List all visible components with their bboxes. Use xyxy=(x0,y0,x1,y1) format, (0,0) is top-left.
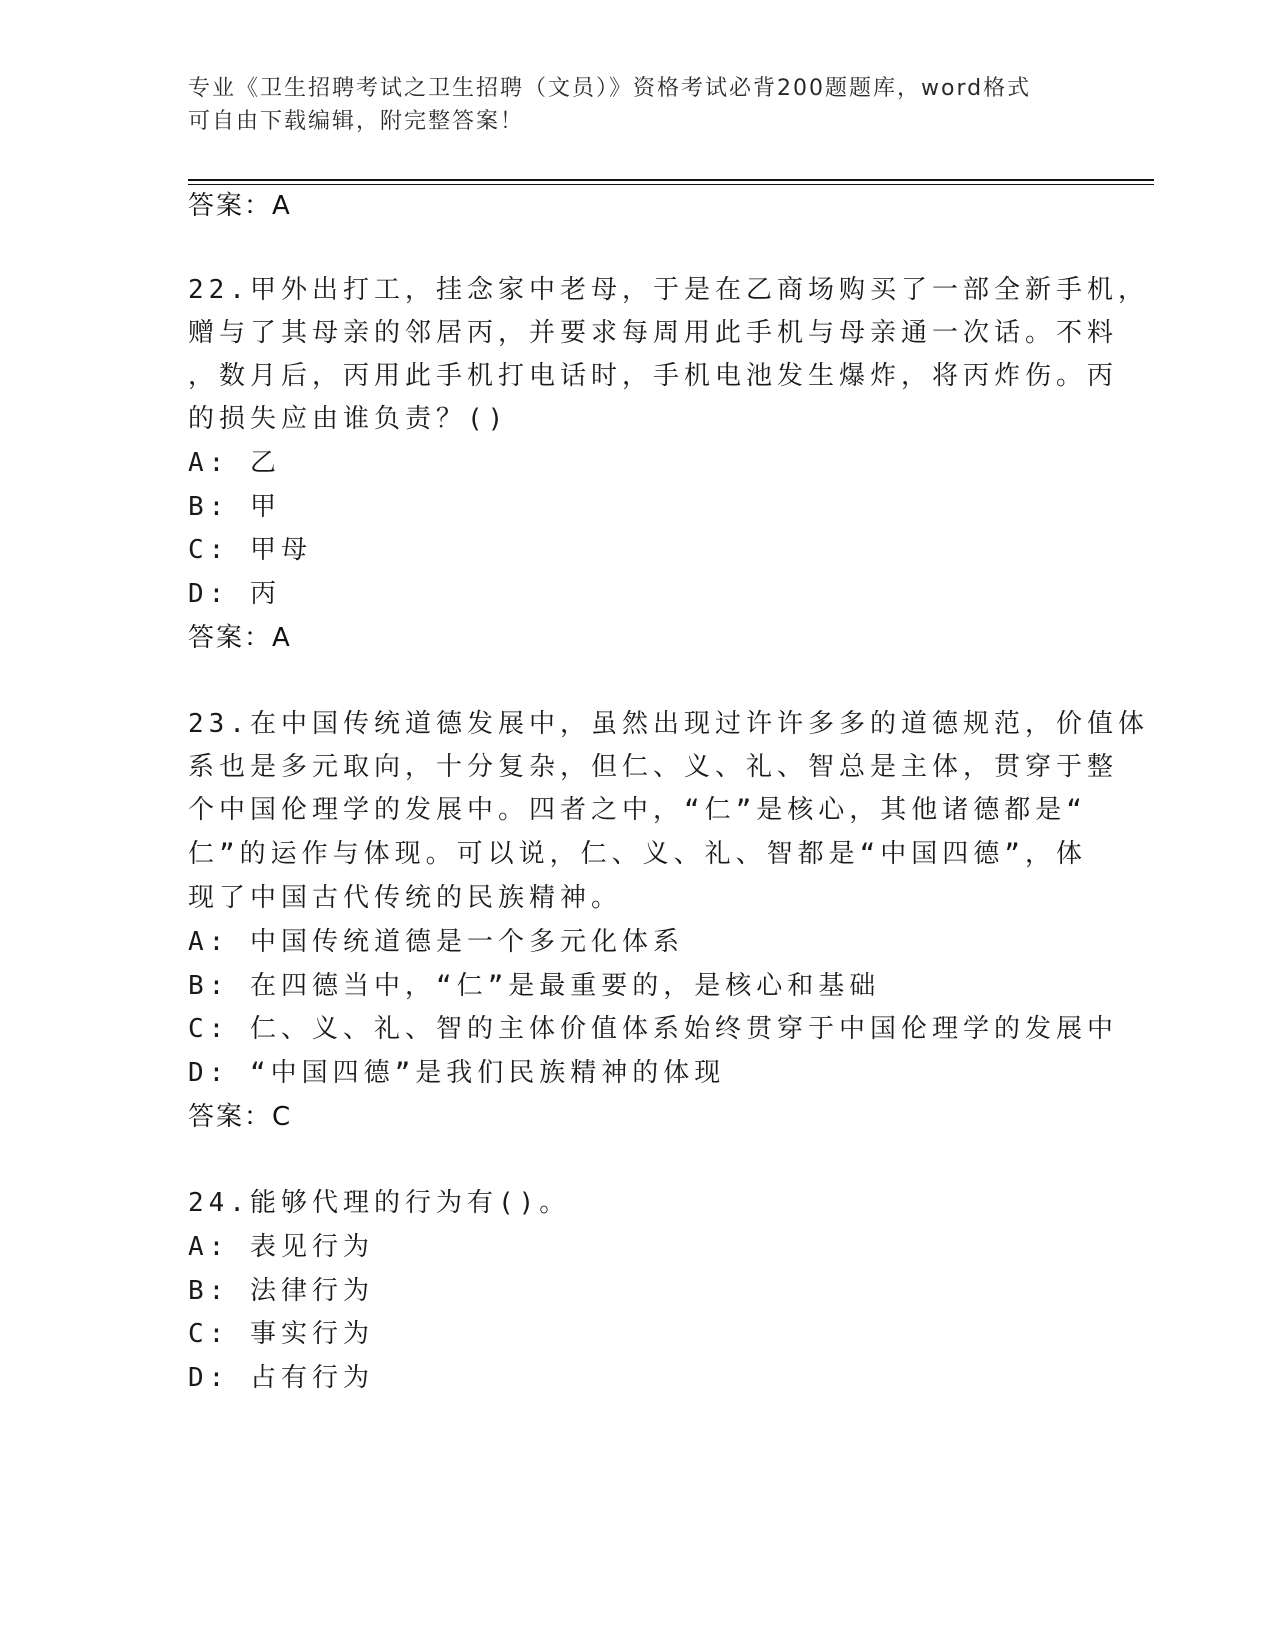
header-divider-thin xyxy=(188,184,1154,185)
option-a: A: 中国传统道德是一个多元化体系 xyxy=(188,927,684,957)
document-header xyxy=(188,72,1068,138)
option-b: B: 甲 xyxy=(188,492,281,522)
question-stem-line: 22.甲外出打工，挂念家中老母，于是在乙商场购买了一部全新手机， xyxy=(188,275,1149,305)
option-c: C: 甲母 xyxy=(188,535,312,565)
option-b: B: 法律行为 xyxy=(188,1276,374,1306)
question-stem-line: 赠与了其母亲的邻居丙，并要求每周用此手机与母亲通一次话。不料 xyxy=(188,318,1119,348)
option-d: D: “中国四德”是我们民族精神的体现 xyxy=(188,1058,726,1088)
header-line-2: 可自由下载编辑，附完整答案！ xyxy=(188,109,525,134)
question-stem-line: 个中国伦理学的发展中。四者之中，“仁”是核心，其他诸德都是“ xyxy=(188,795,1087,825)
answer-label: 答案：C xyxy=(188,1102,293,1132)
question-stem-line: 系也是多元取向，十分复杂，但仁、义、礼、智总是主体，贯穿于整 xyxy=(188,752,1119,782)
option-b: B: 在四德当中，“仁”是最重要的，是核心和基础 xyxy=(188,971,881,1001)
question-stem-line: 仁”的运作与体现。可以说，仁、义、礼、智都是“中国四德”，体 xyxy=(188,839,1087,869)
option-d: D: 丙 xyxy=(188,579,281,609)
question-stem-line: ，数月后，丙用此手机打电话时，手机电池发生爆炸，将丙炸伤。丙 xyxy=(188,361,1119,391)
answer-label: 答案：A xyxy=(188,191,292,221)
question-stem-line: 23.在中国传统道德发展中，虽然出现过许许多多的道德规范，价值体 xyxy=(188,709,1149,739)
option-c: C: 仁、义、礼、智的主体价值体系始终贯穿于中国伦理学的发展中 xyxy=(188,1014,1118,1044)
question-stem-line: 的损失应由谁负责？() xyxy=(188,404,509,434)
option-d: D: 占有行为 xyxy=(188,1363,374,1393)
question-stem-line: 24.能够代理的行为有()。 xyxy=(188,1188,571,1218)
option-a: A: 表见行为 xyxy=(188,1232,374,1262)
option-a: A: 乙 xyxy=(188,448,281,478)
header-divider-thick xyxy=(188,179,1154,181)
question-stem-line: 现了中国古代传统的民族精神。 xyxy=(188,883,623,913)
header-line-1: 专业《卫生招聘考试之卫生招聘（文员）》资格考试必背200题题库，word格式 xyxy=(188,76,1032,101)
answer-label: 答案：A xyxy=(188,623,292,653)
option-c: C: 事实行为 xyxy=(188,1319,374,1349)
